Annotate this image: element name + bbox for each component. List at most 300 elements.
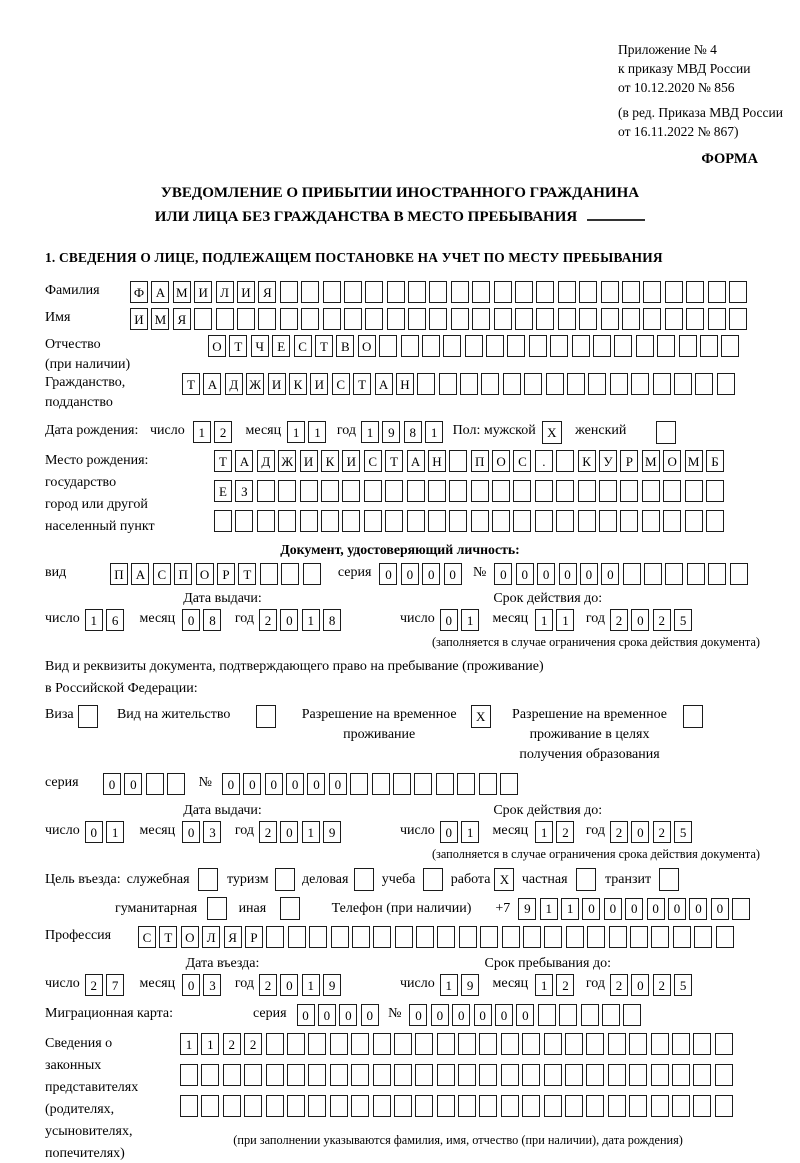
char-box[interactable] xyxy=(558,281,576,303)
temp-residence-education-checkbox[interactable] xyxy=(683,705,706,728)
char-box[interactable]: Л xyxy=(202,926,220,948)
char-box[interactable] xyxy=(321,510,339,532)
char-box[interactable] xyxy=(429,308,447,330)
char-box[interactable] xyxy=(479,1033,497,1055)
char-box[interactable]: А xyxy=(131,563,149,585)
char-box[interactable]: 0 xyxy=(494,563,512,585)
char-box[interactable] xyxy=(480,926,498,948)
char-box[interactable] xyxy=(501,1064,519,1086)
char-box[interactable]: 2 xyxy=(556,974,574,996)
char-box[interactable]: 1 xyxy=(106,821,124,843)
char-box[interactable]: 0 xyxy=(409,1004,427,1026)
char-box[interactable]: С xyxy=(364,450,382,472)
char-box[interactable]: 0 xyxy=(286,773,304,795)
char-box[interactable]: Т xyxy=(353,373,371,395)
char-box[interactable] xyxy=(715,1095,733,1117)
char-box[interactable]: К xyxy=(578,450,596,472)
char-box[interactable] xyxy=(479,773,497,795)
char-box[interactable]: 1 xyxy=(461,821,479,843)
char-box[interactable] xyxy=(581,1004,599,1026)
char-box[interactable] xyxy=(223,1064,241,1086)
char-box[interactable]: 0 xyxy=(580,563,598,585)
stay-month-input[interactable] xyxy=(535,974,578,996)
char-box[interactable] xyxy=(513,510,531,532)
purpose-tourism-checkbox[interactable] xyxy=(275,868,298,891)
char-box[interactable] xyxy=(535,510,553,532)
char-box[interactable] xyxy=(266,1064,284,1086)
citizenship-input[interactable] xyxy=(182,373,738,395)
char-box[interactable]: П xyxy=(471,450,489,472)
char-box[interactable]: Б xyxy=(706,450,724,472)
char-box[interactable] xyxy=(365,281,383,303)
char-box[interactable]: О xyxy=(663,450,681,472)
char-box[interactable]: 0 xyxy=(582,898,600,920)
char-box[interactable]: С xyxy=(294,335,312,357)
representatives-row1-input[interactable] xyxy=(180,1033,736,1055)
char-box[interactable]: И xyxy=(194,281,212,303)
char-box[interactable] xyxy=(323,308,341,330)
patronymic-input[interactable] xyxy=(208,335,743,357)
char-box[interactable]: 1 xyxy=(440,974,458,996)
char-box[interactable]: Я xyxy=(258,281,276,303)
char-box[interactable] xyxy=(729,281,747,303)
char-box[interactable]: А xyxy=(235,450,253,472)
char-box[interactable]: 0 xyxy=(440,609,458,631)
char-box[interactable] xyxy=(422,335,440,357)
char-box[interactable]: 9 xyxy=(382,421,400,443)
char-box[interactable] xyxy=(449,480,467,502)
char-box[interactable] xyxy=(266,926,284,948)
char-box[interactable] xyxy=(579,281,597,303)
residence-issue-month[interactable] xyxy=(182,821,225,843)
char-box[interactable] xyxy=(492,510,510,532)
char-box[interactable]: 2 xyxy=(610,821,628,843)
char-box[interactable] xyxy=(544,1033,562,1055)
char-box[interactable]: 0 xyxy=(474,1004,492,1026)
char-box[interactable]: Н xyxy=(396,373,414,395)
char-box[interactable]: 2 xyxy=(244,1033,262,1055)
char-box[interactable] xyxy=(415,1064,433,1086)
char-box[interactable]: Т xyxy=(238,563,256,585)
char-box[interactable] xyxy=(194,308,212,330)
char-box[interactable]: Е xyxy=(272,335,290,357)
char-box[interactable] xyxy=(308,1033,326,1055)
char-box[interactable] xyxy=(529,335,547,357)
identity-number-input[interactable] xyxy=(494,563,751,585)
migration-series-input[interactable] xyxy=(297,1004,383,1026)
char-box[interactable]: И xyxy=(310,373,328,395)
char-box[interactable] xyxy=(565,1033,583,1055)
char-box[interactable] xyxy=(323,281,341,303)
char-box[interactable]: 1 xyxy=(425,421,443,443)
char-box[interactable] xyxy=(593,335,611,357)
char-box[interactable]: 2 xyxy=(259,821,277,843)
char-box[interactable]: 1 xyxy=(302,609,320,631)
char-box[interactable] xyxy=(394,1033,412,1055)
char-box[interactable] xyxy=(544,1064,562,1086)
char-box[interactable] xyxy=(609,926,627,948)
char-box[interactable]: Ж xyxy=(278,450,296,472)
char-box[interactable] xyxy=(693,1095,711,1117)
char-box[interactable]: И xyxy=(342,450,360,472)
char-box[interactable] xyxy=(578,510,596,532)
char-box[interactable]: 0 xyxy=(280,974,298,996)
char-box[interactable]: 0 xyxy=(182,821,200,843)
birth-year-input[interactable] xyxy=(361,421,447,443)
char-box[interactable] xyxy=(694,926,712,948)
char-box[interactable] xyxy=(275,868,295,891)
residence-expiry-year[interactable] xyxy=(610,821,696,843)
char-box[interactable] xyxy=(507,335,525,357)
char-box[interactable] xyxy=(538,1004,556,1026)
char-box[interactable] xyxy=(550,335,568,357)
char-box[interactable]: 1 xyxy=(361,421,379,443)
temp-residence-checkbox[interactable] xyxy=(471,705,494,728)
char-box[interactable]: . xyxy=(535,450,553,472)
residence-expiry-day[interactable] xyxy=(440,821,483,843)
identity-expiry-year[interactable] xyxy=(610,609,696,631)
char-box[interactable] xyxy=(472,281,490,303)
char-box[interactable] xyxy=(651,1033,669,1055)
char-box[interactable] xyxy=(721,335,739,357)
char-box[interactable]: 0 xyxy=(495,1004,513,1026)
char-box[interactable]: Я xyxy=(173,308,191,330)
char-box[interactable] xyxy=(665,281,683,303)
char-box[interactable] xyxy=(522,1095,540,1117)
char-box[interactable]: 1 xyxy=(540,898,558,920)
char-box[interactable]: О xyxy=(208,335,226,357)
char-box[interactable] xyxy=(643,281,661,303)
char-box[interactable] xyxy=(599,480,617,502)
char-box[interactable] xyxy=(428,510,446,532)
birthplace-row1-input[interactable] xyxy=(214,450,727,472)
phone-input[interactable] xyxy=(518,898,753,920)
char-box[interactable]: 6 xyxy=(106,609,124,631)
char-box[interactable]: 0 xyxy=(625,898,643,920)
char-box[interactable]: 1 xyxy=(556,609,574,631)
char-box[interactable]: 8 xyxy=(323,609,341,631)
char-box[interactable]: 0 xyxy=(631,609,649,631)
char-box[interactable] xyxy=(686,308,704,330)
residence-permit-checkbox[interactable] xyxy=(256,705,279,728)
char-box[interactable] xyxy=(387,281,405,303)
char-box[interactable]: X xyxy=(471,705,491,728)
char-box[interactable]: 1 xyxy=(302,974,320,996)
entry-year-input[interactable] xyxy=(259,974,345,996)
char-box[interactable]: 3 xyxy=(203,821,221,843)
char-box[interactable] xyxy=(586,1064,604,1086)
char-box[interactable] xyxy=(623,1004,641,1026)
char-box[interactable] xyxy=(351,1095,369,1117)
char-box[interactable] xyxy=(693,1033,711,1055)
char-box[interactable] xyxy=(601,281,619,303)
char-box[interactable] xyxy=(423,868,443,891)
char-box[interactable]: 0 xyxy=(297,1004,315,1026)
char-box[interactable] xyxy=(523,926,541,948)
char-box[interactable] xyxy=(644,563,662,585)
char-box[interactable] xyxy=(385,510,403,532)
char-box[interactable] xyxy=(351,1064,369,1086)
char-box[interactable] xyxy=(663,510,681,532)
char-box[interactable] xyxy=(556,510,574,532)
char-box[interactable] xyxy=(503,373,521,395)
char-box[interactable] xyxy=(586,1033,604,1055)
char-box[interactable] xyxy=(436,773,454,795)
char-box[interactable] xyxy=(308,1095,326,1117)
char-box[interactable] xyxy=(395,926,413,948)
entry-month-input[interactable] xyxy=(182,974,225,996)
char-box[interactable] xyxy=(330,1064,348,1086)
char-box[interactable] xyxy=(620,510,638,532)
char-box[interactable]: А xyxy=(375,373,393,395)
char-box[interactable] xyxy=(407,510,425,532)
char-box[interactable]: 0 xyxy=(280,609,298,631)
char-box[interactable] xyxy=(407,480,425,502)
char-box[interactable] xyxy=(394,1095,412,1117)
char-box[interactable] xyxy=(587,926,605,948)
char-box[interactable]: 0 xyxy=(329,773,347,795)
char-box[interactable]: 8 xyxy=(203,609,221,631)
char-box[interactable] xyxy=(546,373,564,395)
char-box[interactable]: 0 xyxy=(422,563,440,585)
char-box[interactable] xyxy=(629,1033,647,1055)
char-box[interactable]: 9 xyxy=(461,974,479,996)
char-box[interactable] xyxy=(330,1033,348,1055)
char-box[interactable] xyxy=(715,1033,733,1055)
char-box[interactable]: И xyxy=(268,373,286,395)
char-box[interactable] xyxy=(620,480,638,502)
char-box[interactable]: Д xyxy=(225,373,243,395)
char-box[interactable]: 2 xyxy=(214,421,232,443)
char-box[interactable] xyxy=(244,1095,262,1117)
char-box[interactable]: Д xyxy=(257,450,275,472)
sex-male-checkbox[interactable] xyxy=(542,421,565,444)
char-box[interactable] xyxy=(578,480,596,502)
char-box[interactable] xyxy=(730,563,748,585)
char-box[interactable] xyxy=(622,281,640,303)
firstname-input[interactable] xyxy=(130,308,750,330)
char-box[interactable] xyxy=(288,926,306,948)
char-box[interactable] xyxy=(706,480,724,502)
char-box[interactable] xyxy=(214,510,232,532)
char-box[interactable]: Ж xyxy=(246,373,264,395)
char-box[interactable] xyxy=(708,308,726,330)
char-box[interactable]: 0 xyxy=(182,609,200,631)
char-box[interactable] xyxy=(354,868,374,891)
char-box[interactable] xyxy=(657,335,675,357)
sex-female-checkbox[interactable] xyxy=(656,421,679,444)
char-box[interactable] xyxy=(258,308,276,330)
char-box[interactable] xyxy=(653,373,671,395)
char-box[interactable] xyxy=(280,897,300,920)
char-box[interactable] xyxy=(674,373,692,395)
char-box[interactable] xyxy=(344,308,362,330)
char-box[interactable]: 1 xyxy=(180,1033,198,1055)
char-box[interactable]: 1 xyxy=(535,974,553,996)
char-box[interactable] xyxy=(278,480,296,502)
char-box[interactable] xyxy=(352,926,370,948)
char-box[interactable] xyxy=(695,373,713,395)
char-box[interactable] xyxy=(449,510,467,532)
char-box[interactable] xyxy=(522,1033,540,1055)
char-box[interactable] xyxy=(642,510,660,532)
char-box[interactable] xyxy=(536,281,554,303)
char-box[interactable] xyxy=(672,1033,690,1055)
char-box[interactable] xyxy=(708,563,726,585)
char-box[interactable] xyxy=(732,898,750,920)
birth-month-input[interactable] xyxy=(287,421,330,443)
residence-issue-day[interactable] xyxy=(85,821,128,843)
char-box[interactable] xyxy=(471,510,489,532)
profession-input[interactable] xyxy=(138,926,737,948)
char-box[interactable] xyxy=(479,1064,497,1086)
birthplace-row3-input[interactable] xyxy=(214,510,727,532)
char-box[interactable] xyxy=(686,281,704,303)
char-box[interactable] xyxy=(544,926,562,948)
char-box[interactable]: А xyxy=(203,373,221,395)
char-box[interactable]: 0 xyxy=(280,821,298,843)
char-box[interactable] xyxy=(486,335,504,357)
char-box[interactable] xyxy=(437,1064,455,1086)
char-box[interactable]: X xyxy=(494,868,514,891)
char-box[interactable]: Е xyxy=(214,480,232,502)
char-box[interactable]: 0 xyxy=(516,563,534,585)
char-box[interactable]: 2 xyxy=(610,974,628,996)
char-box[interactable] xyxy=(614,335,632,357)
char-box[interactable] xyxy=(414,773,432,795)
char-box[interactable]: 1 xyxy=(201,1033,219,1055)
char-box[interactable]: Р xyxy=(620,450,638,472)
char-box[interactable] xyxy=(501,1033,519,1055)
residence-expiry-month[interactable] xyxy=(535,821,578,843)
char-box[interactable] xyxy=(651,926,669,948)
char-box[interactable] xyxy=(216,308,234,330)
char-box[interactable] xyxy=(502,926,520,948)
identity-expiry-day[interactable] xyxy=(440,609,483,631)
char-box[interactable] xyxy=(300,510,318,532)
char-box[interactable]: 0 xyxy=(631,821,649,843)
char-box[interactable] xyxy=(622,308,640,330)
char-box[interactable] xyxy=(146,773,164,795)
char-box[interactable]: 5 xyxy=(674,609,692,631)
char-box[interactable]: 2 xyxy=(610,609,628,631)
char-box[interactable] xyxy=(437,1033,455,1055)
char-box[interactable] xyxy=(471,480,489,502)
char-box[interactable]: Р xyxy=(217,563,235,585)
char-box[interactable]: 0 xyxy=(559,563,577,585)
char-box[interactable] xyxy=(330,1095,348,1117)
char-box[interactable] xyxy=(572,335,590,357)
char-box[interactable] xyxy=(687,563,705,585)
char-box[interactable] xyxy=(458,1095,476,1117)
char-box[interactable] xyxy=(659,868,679,891)
char-box[interactable]: 0 xyxy=(243,773,261,795)
char-box[interactable] xyxy=(439,373,457,395)
char-box[interactable]: 8 xyxy=(404,421,422,443)
char-box[interactable]: У xyxy=(599,450,617,472)
char-box[interactable] xyxy=(629,1064,647,1086)
representatives-row2-input[interactable] xyxy=(180,1064,736,1086)
char-box[interactable]: К xyxy=(321,450,339,472)
char-box[interactable]: В xyxy=(336,335,354,357)
char-box[interactable]: П xyxy=(110,563,128,585)
char-box[interactable] xyxy=(394,1064,412,1086)
char-box[interactable] xyxy=(708,281,726,303)
char-box[interactable] xyxy=(350,773,368,795)
char-box[interactable] xyxy=(716,926,734,948)
char-box[interactable] xyxy=(492,480,510,502)
char-box[interactable]: 0 xyxy=(222,773,240,795)
char-box[interactable] xyxy=(417,373,435,395)
char-box[interactable]: 0 xyxy=(124,773,142,795)
char-box[interactable] xyxy=(437,926,455,948)
char-box[interactable] xyxy=(287,1064,305,1086)
char-box[interactable] xyxy=(536,308,554,330)
char-box[interactable] xyxy=(656,421,676,444)
char-box[interactable]: 0 xyxy=(711,898,729,920)
char-box[interactable] xyxy=(301,281,319,303)
char-box[interactable] xyxy=(588,373,606,395)
char-box[interactable] xyxy=(281,563,299,585)
birth-day-input[interactable] xyxy=(193,421,236,443)
char-box[interactable] xyxy=(513,480,531,502)
char-box[interactable] xyxy=(663,480,681,502)
char-box[interactable] xyxy=(373,1095,391,1117)
char-box[interactable] xyxy=(651,1095,669,1117)
surname-input[interactable] xyxy=(130,281,750,303)
purpose-humanitarian-checkbox[interactable] xyxy=(207,897,230,920)
char-box[interactable]: 2 xyxy=(653,821,671,843)
char-box[interactable] xyxy=(260,563,278,585)
char-box[interactable]: Т xyxy=(214,450,232,472)
char-box[interactable]: М xyxy=(685,450,703,472)
char-box[interactable] xyxy=(651,1064,669,1086)
identity-kind-input[interactable] xyxy=(110,563,324,585)
char-box[interactable] xyxy=(321,480,339,502)
char-box[interactable] xyxy=(458,1064,476,1086)
char-box[interactable] xyxy=(601,308,619,330)
char-box[interactable] xyxy=(586,1095,604,1117)
char-box[interactable] xyxy=(479,1095,497,1117)
migration-number-input[interactable] xyxy=(409,1004,644,1026)
char-box[interactable] xyxy=(481,373,499,395)
char-box[interactable] xyxy=(559,1004,577,1026)
char-box[interactable] xyxy=(287,1033,305,1055)
char-box[interactable]: 1 xyxy=(193,421,211,443)
char-box[interactable]: 0 xyxy=(444,563,462,585)
char-box[interactable]: 3 xyxy=(203,974,221,996)
char-box[interactable]: X xyxy=(542,421,562,444)
char-box[interactable]: Т xyxy=(229,335,247,357)
char-box[interactable] xyxy=(415,1033,433,1055)
char-box[interactable]: 1 xyxy=(535,821,553,843)
char-box[interactable]: 2 xyxy=(556,821,574,843)
char-box[interactable] xyxy=(257,480,275,502)
char-box[interactable] xyxy=(207,897,227,920)
char-box[interactable]: Ф xyxy=(130,281,148,303)
char-box[interactable] xyxy=(308,1064,326,1086)
char-box[interactable] xyxy=(673,926,691,948)
char-box[interactable] xyxy=(629,1095,647,1117)
char-box[interactable]: 0 xyxy=(537,563,555,585)
stay-day-input[interactable] xyxy=(440,974,483,996)
char-box[interactable] xyxy=(364,510,382,532)
char-box[interactable] xyxy=(608,1033,626,1055)
identity-issue-month[interactable] xyxy=(182,609,225,631)
char-box[interactable]: 0 xyxy=(265,773,283,795)
char-box[interactable]: 1 xyxy=(287,421,305,443)
char-box[interactable] xyxy=(602,1004,620,1026)
